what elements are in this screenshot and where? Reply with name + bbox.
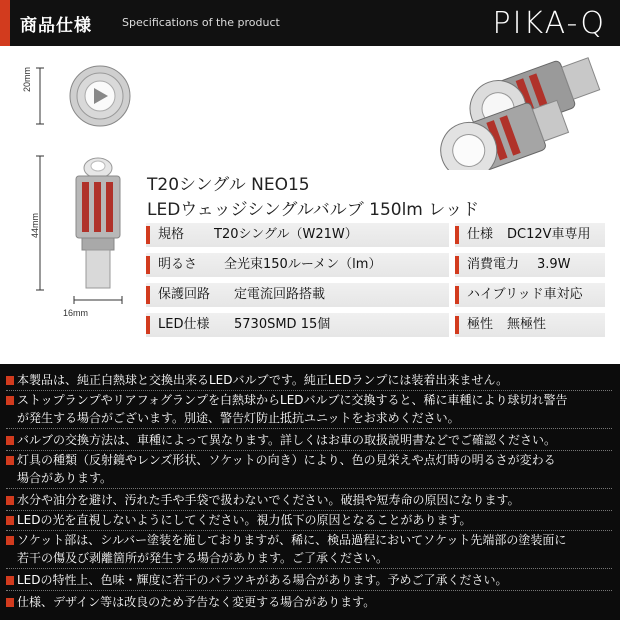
- bullet-icon: [6, 598, 14, 607]
- notice-panel: [0, 364, 620, 620]
- spec-power: [455, 253, 605, 277]
- notice-item-continued: 場合があります。: [17, 471, 113, 485]
- brand-logo: PIKA-Q: [492, 6, 606, 41]
- divider: [6, 488, 612, 489]
- bullet-icon: [6, 456, 14, 465]
- divider: [6, 590, 612, 591]
- spec-value: DC12V車専用: [507, 227, 591, 242]
- bullet-icon: [6, 376, 14, 385]
- top-diameter-label: 20mm: [22, 66, 32, 92]
- notice-item: ストップランプやリアフォグランプを白熱球からLEDバルブに交換すると、稀に車種により球切れ警告: [6, 390, 568, 410]
- spec-label: LED仕様: [158, 317, 210, 332]
- spec-value: 無極性: [507, 317, 547, 332]
- spec-label: 保護回路: [158, 287, 211, 302]
- spec-label: ハイブリッド車対応: [467, 287, 583, 302]
- bullet-icon: [6, 536, 14, 545]
- spec-value: T20シングル（W21W）: [214, 227, 358, 242]
- spec-value: 定電流回路搭載: [234, 287, 326, 302]
- bullet-icon: [6, 396, 14, 405]
- notice-item: 灯具の種類（反射鏡やレンズ形状、ソケットの向き）により、色の見栄えや点灯時の明るさが変わる: [6, 450, 556, 470]
- spec-specification: [455, 223, 605, 247]
- spec-brightness: [146, 253, 449, 277]
- notice-item: 仕様、デザイン等は改良のため予告なく変更する場合があります。: [6, 592, 375, 612]
- notice-item: LEDの光を直視しないようにしてください。視力低下の原因となることがあります。: [6, 510, 472, 530]
- spec-label: 極性: [467, 317, 494, 332]
- divider: [6, 428, 612, 429]
- spec-polarity: [455, 313, 605, 337]
- bulb-top-view-diagram: [28, 58, 138, 138]
- notice-item-continued: 若干の傷及び剥離箇所が発生する場合があります。ご了承ください。: [17, 551, 389, 565]
- product-title-line2: LEDウェッジシングルバルブ 150lm レッド: [147, 200, 480, 220]
- notice-item: バルブの交換方法は、車種によって異なります。詳しくはお車の取扱説明書などでご確認ください。: [6, 430, 556, 450]
- spec-label: 消費電力: [467, 257, 520, 272]
- spec-hybrid: [455, 283, 605, 307]
- header-accent: [0, 0, 10, 46]
- spec-label: 明るさ: [158, 257, 198, 272]
- spec-value: 全光束150ルーメン（lm）: [224, 257, 382, 272]
- header-bar: [0, 0, 620, 46]
- spec-protection: [146, 283, 449, 307]
- bullet-icon: [6, 516, 14, 525]
- width-label: 16mm: [63, 308, 89, 318]
- notice-item: 水分や油分を避け、汚れた手や手袋で扱わないでください。破損や短寿命の原因になります。: [6, 490, 520, 510]
- spec-label: 仕様: [467, 227, 494, 242]
- notice-item: 本製品は、純正白熱球と交換出来るLEDバルブです。純正LEDランプには装着出来ません。: [6, 370, 508, 390]
- product-title-line1: T20シングル NEO15: [147, 175, 310, 195]
- spec-value: 5730SMD 15個: [234, 317, 331, 332]
- notice-item: LEDの特性上、色味・輝度に若干のバラツキがある場合があります。予めご了承ください。: [6, 570, 508, 590]
- height-label: 44mm: [30, 212, 40, 238]
- bullet-icon: [6, 436, 14, 445]
- bullet-icon: [6, 576, 14, 585]
- spec-value: 3.9W: [537, 257, 571, 272]
- header-subtitle: Specifications of the product: [122, 16, 280, 29]
- spec-label: 規格: [158, 227, 185, 242]
- product-photo: [410, 52, 610, 170]
- header-title: 商品仕様: [20, 16, 92, 36]
- bulb-side-view-diagram: [26, 150, 136, 318]
- notice-item-continued: が発生する場合がございます。別途、警告灯防止抵抗ユニットをお求めください。: [17, 411, 460, 425]
- spec-led: [146, 313, 449, 337]
- notice-item: ソケット部は、シルバー塗装を施しておりますが、稀に、検品過程においてソケット先端部の塗装面に: [6, 530, 566, 550]
- divider: [6, 568, 612, 569]
- bullet-icon: [6, 496, 14, 505]
- spec-standard: [146, 223, 449, 247]
